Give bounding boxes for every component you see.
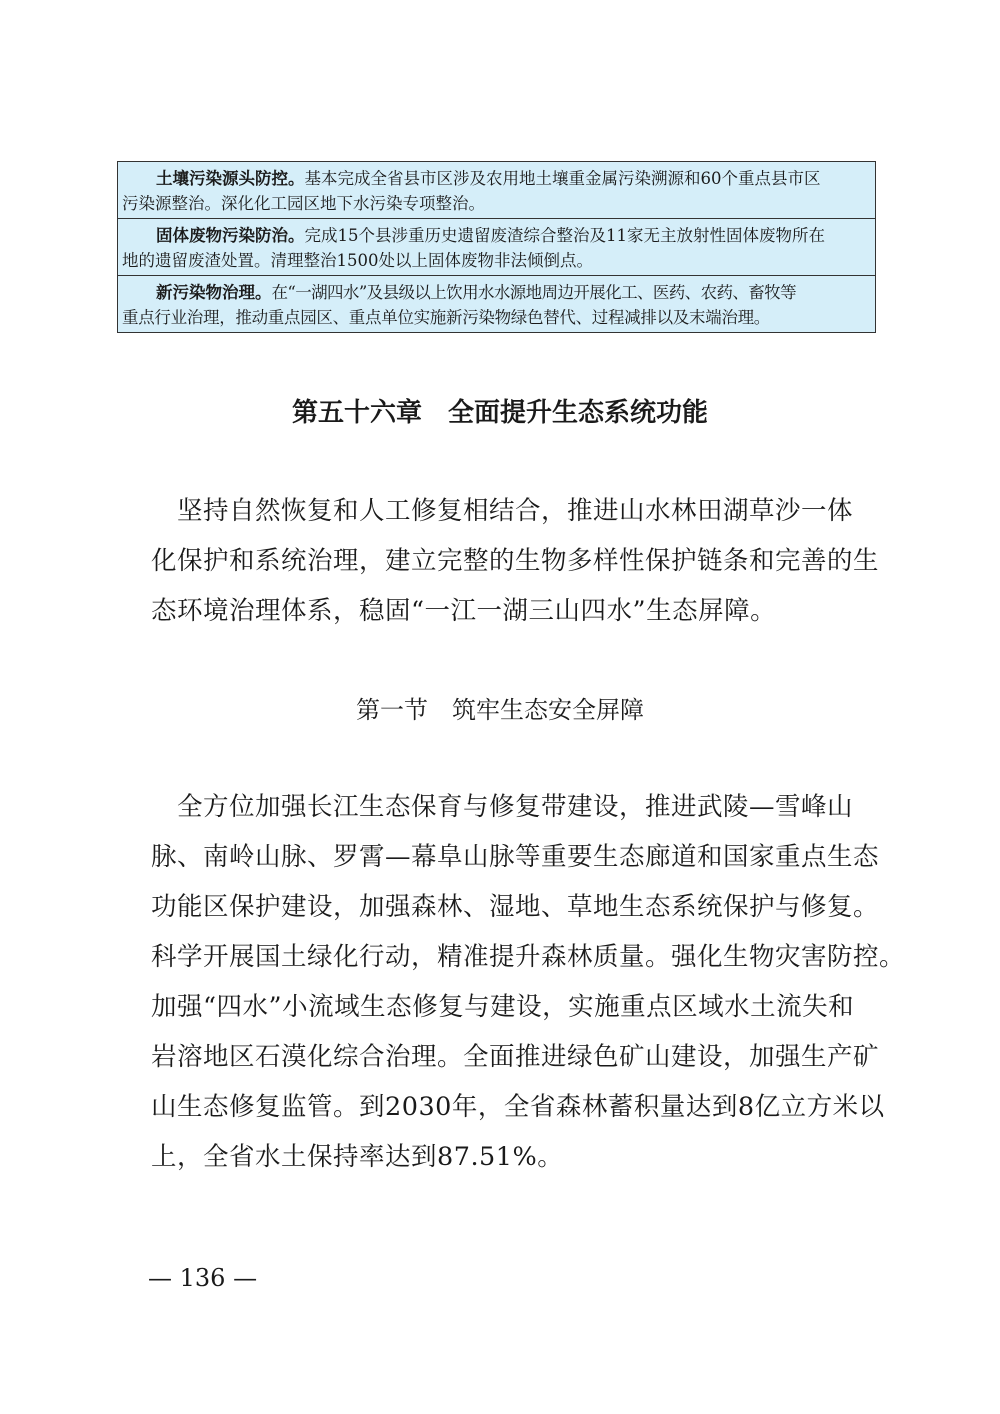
text-line: 功能区保护建设，加强森林、湿地、草地生态系统保护与修复。 [151, 892, 880, 922]
row-heading: 新污染物治理。 [156, 283, 272, 302]
row-text: 地的遗留废渣处置。清理整治1500处以上固体废物非法倾倒点。 [122, 251, 593, 270]
row-text: 基本完成全省县市区涉及农用地土壤重金属污染溯源和60个重点县市区 [304, 169, 821, 188]
paragraph-1 [151, 486, 881, 636]
text-line: 上，全省水土保持率达到87.51%。 [151, 1142, 564, 1172]
text-line: 全方位加强长江生态保育与修复带建设，推进武陵—雪峰山 [177, 792, 854, 822]
text-line: 加强“四水”小流域生态修复与建设，实施重点区域水土流失和 [151, 992, 855, 1022]
text-line: 岩溶地区石漠化综合治理。全面推进绿色矿山建设，加强生产矿 [151, 1042, 880, 1072]
text-line: 科学开展国土绿化行动，精准提升森林质量。强化生物灾害防控。 [151, 942, 906, 972]
text-line: 脉、南岭山脉、罗霄—幕阜山脉等重要生态廊道和国家重点生态 [151, 842, 880, 872]
box-row [118, 218, 875, 275]
text-line: 化保护和系统治理，建立完整的生物多样性保护链条和完善的生 [151, 546, 880, 576]
row-text: 完成15个县涉重历史遗留废渣综合整治及11家无主放射性固体废物所在 [304, 226, 825, 245]
box-row [118, 275, 875, 332]
row-text: 重点行业治理，推动重点园区、重点单位实施新污染物绿色替代、过程减排以及末端治理。 [122, 308, 771, 327]
text-line: 坚持自然恢复和人工修复相结合，推进山水林田湖草沙一体 [177, 496, 854, 526]
row-heading: 固体废物污染防治。 [156, 226, 305, 245]
text-line: 山生态修复监管。到2030年，全省森林蓄积量达到8亿立方米以 [151, 1092, 885, 1122]
page-number: — 136 — [148, 1264, 258, 1292]
highlight-box [117, 161, 876, 333]
row-text: 污染源整治。深化化工园区地下水污染专项整治。 [122, 194, 485, 213]
row-heading: 土壤污染源头防控。 [156, 169, 305, 188]
box-row [118, 162, 875, 218]
section-title: 第一节 筑牢生态安全屏障 [356, 696, 644, 724]
row-text: 在“一湖四水”及县级以上饮用水水源地周边开展化工、医药、农药、畜牧等 [271, 283, 796, 302]
paragraph-2 [151, 782, 906, 1182]
text-line: 态环境治理体系，稳固“一江一湖三山四水”生态屏障。 [151, 596, 777, 626]
chapter-title: 第五十六章 全面提升生态系统功能 [291, 398, 708, 428]
